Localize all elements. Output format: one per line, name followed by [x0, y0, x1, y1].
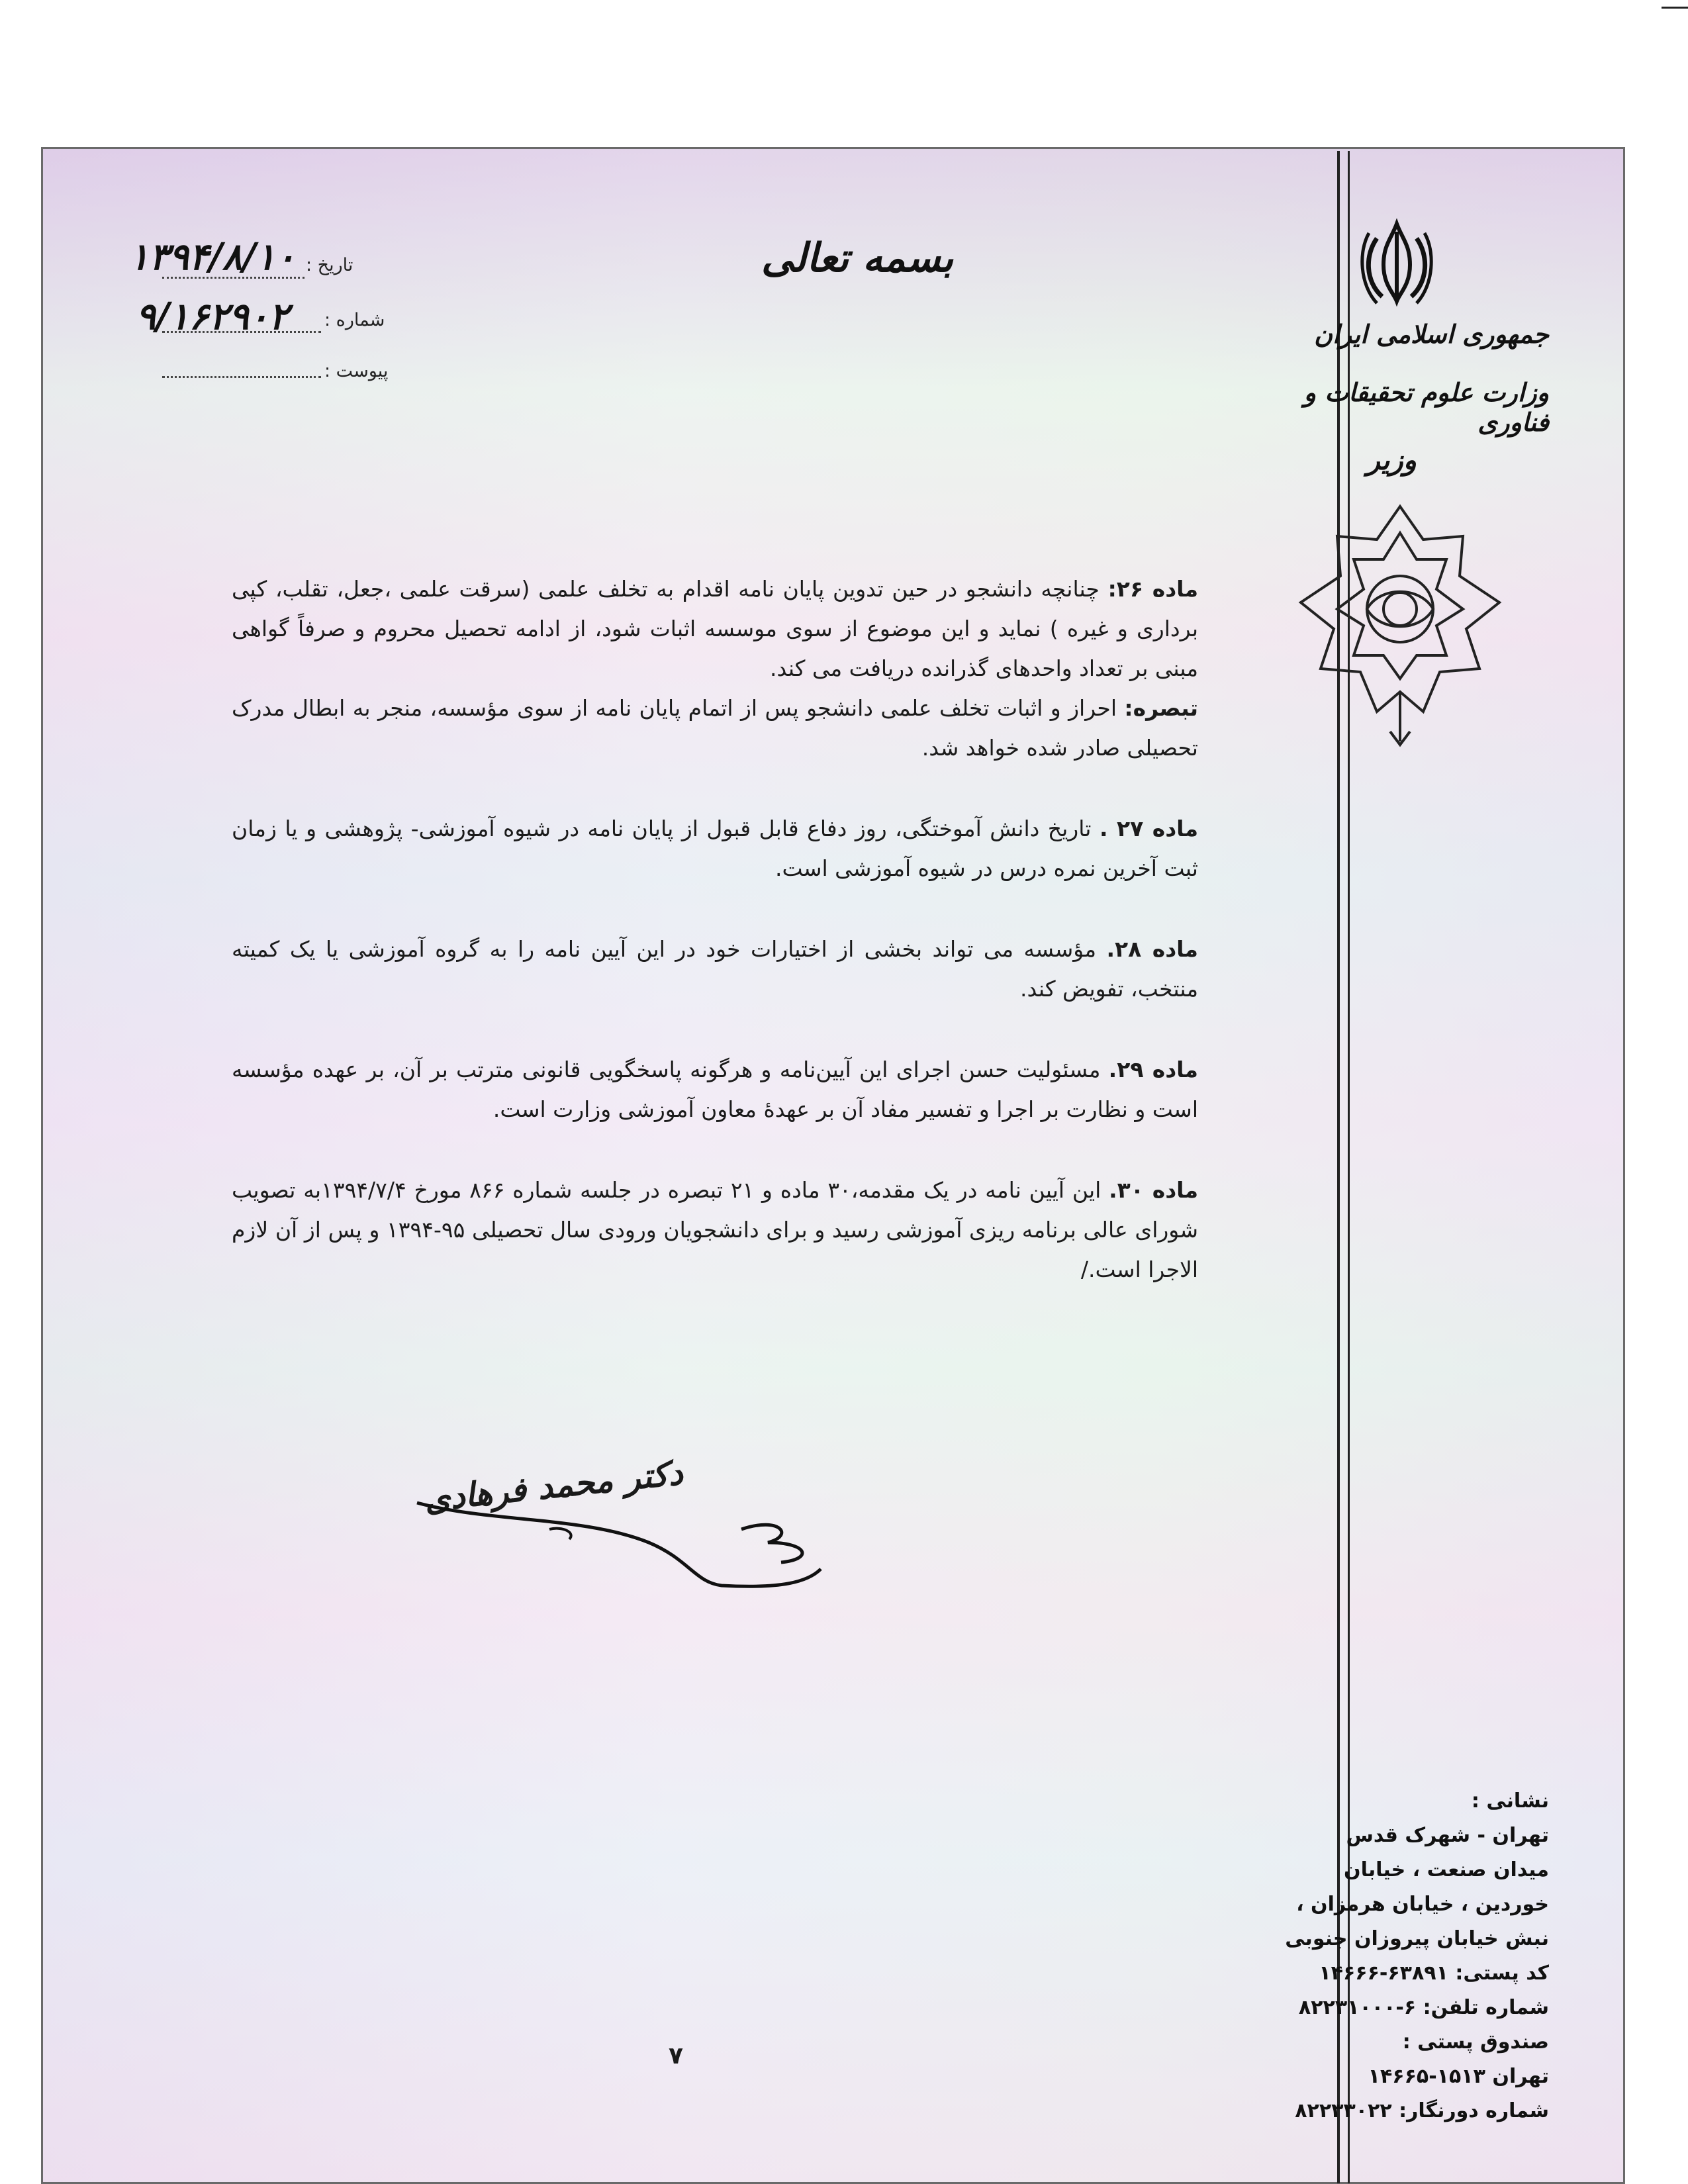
po-box-value: تهران ۱۵۱۳-۱۴۶۶۵ [1368, 2065, 1549, 2088]
address-line: خوردین ، خیابان هرمزان ، [1296, 1893, 1549, 1916]
date-label: تاریخ : [306, 255, 353, 275]
number-underline [162, 331, 321, 333]
attachment-underline [162, 376, 321, 378]
attachment-label: پیوست : [324, 361, 389, 381]
edge-mark [1662, 7, 1688, 9]
number-label: شماره : [324, 310, 385, 330]
address-label: نشانی : [1471, 1789, 1549, 1813]
note-head: تبصره: [1124, 695, 1198, 721]
signature-scribble-icon [410, 1496, 861, 1602]
letter-body [232, 569, 1198, 1290]
address-block [1281, 1784, 1549, 2128]
article-head: ماده ۲۶: [1107, 576, 1199, 602]
ornament-icon [1281, 500, 1519, 751]
address-line: میدان صنعت ، خیابان [1344, 1858, 1549, 1881]
article-head: ماده ۲۷ . [1099, 816, 1198, 841]
article-27 [232, 809, 1198, 888]
article-29 [232, 1050, 1198, 1129]
country-name: جمهوری اسلامی ایران [1314, 319, 1549, 349]
date-underline [162, 277, 305, 279]
postal-code: کد پستی: ۶۳۸۹۱-۱۴۶۶۶ [1319, 1962, 1549, 1985]
note-text: احراز و اثبات تخلف علمی دانشجو پس از اتمام پایان نامه از سوی مؤسسه، منجر به ابطال مدرک تحصیلی صادر شده خواهد شد. [232, 695, 1198, 761]
ministry-name: وزارت علوم تحقیقات و فناوری [1303, 377, 1549, 437]
article-head: ماده ۲۹. [1108, 1057, 1198, 1082]
article-30 [232, 1170, 1198, 1290]
article-26 [232, 569, 1198, 688]
po-box-label: صندوق پستی : [1402, 2030, 1549, 2054]
number-value: ۹/۱۶۲۹۰۲ [136, 295, 289, 338]
address-line: نبش خیابان پیروزان جنوبی [1285, 1927, 1549, 1950]
article-head: ماده ۳۰. [1109, 1177, 1199, 1203]
article-text: تاریخ دانش آموختگی، روز دفاع قابل قبول از پایان نامه در شیوه آموزشی- پژوهشی و یا زمان ثبت آخرین نمره درس در شیوه آموزشی است. [232, 816, 1198, 881]
date-value: ۱۳۹۴/۸/۱۰ [129, 235, 296, 279]
fax-number: شماره دورنگار: ۸۲۲۳۳۰۲۲ [1295, 2099, 1549, 2122]
phone-number: شماره تلفن: ۶-۸۲۲۳۱۰۰۰ [1298, 1996, 1549, 2019]
signer-name: دکتر محمد فرهادی [422, 1452, 685, 1519]
article-28 [232, 929, 1198, 1009]
article-text: مؤسسه می تواند بخشی از اختیارات خود در این آیین نامه را به گروه آموزشی یا یک کمیته منتخب، تفویض کند. [232, 936, 1198, 1002]
article-head: ماده ۲۸. [1106, 936, 1198, 962]
article-text: مسئولیت حسن اجرای این آیین‌نامه و هرگونه پاسخگویی قانونی مترتب بر آن، بر عهده مؤسسه است و نظارت بر اجرا و تفسیر مفاد آن بر عهدهٔ معاون آموزشی وزارت است. [232, 1057, 1198, 1122]
page-number: ۷ [669, 2042, 683, 2069]
article-26-note [232, 688, 1198, 768]
address-line: تهران - شهرک قدس [1346, 1824, 1549, 1847]
iran-emblem-icon [1357, 218, 1436, 308]
article-text: این آیین نامه در یک مقدمه،۳۰ ماده و ۲۱ تبصره در جلسه شماره ۸۶۶ مورخ ۱۳۹۴/۷/۴به تصویب شورای عالی برنامه ریزی آموزشی رسید و برای دانشجویان ورودی سال تحصیلی ۹۵-۱۳۹۴ و پس از آن لازم الاجرا است./ [232, 1177, 1198, 1282]
invocation-text: بسمه تعالی [761, 235, 954, 281]
article-text: چنانچه دانشجو در حین تدوین پایان نامه اقدام به تخلف علمی (سرقت علمی ،جعل، تقلب، کپی برداری و غیره ) نماید و این موضوع از سوی موسسه اثبات شود، از ادامه تحصیل محروم و صرفاً گواهی مبنی بر تعداد واحدهای گذرانده دریافت می کند. [232, 576, 1198, 681]
office-title: وزیر [1366, 444, 1417, 476]
